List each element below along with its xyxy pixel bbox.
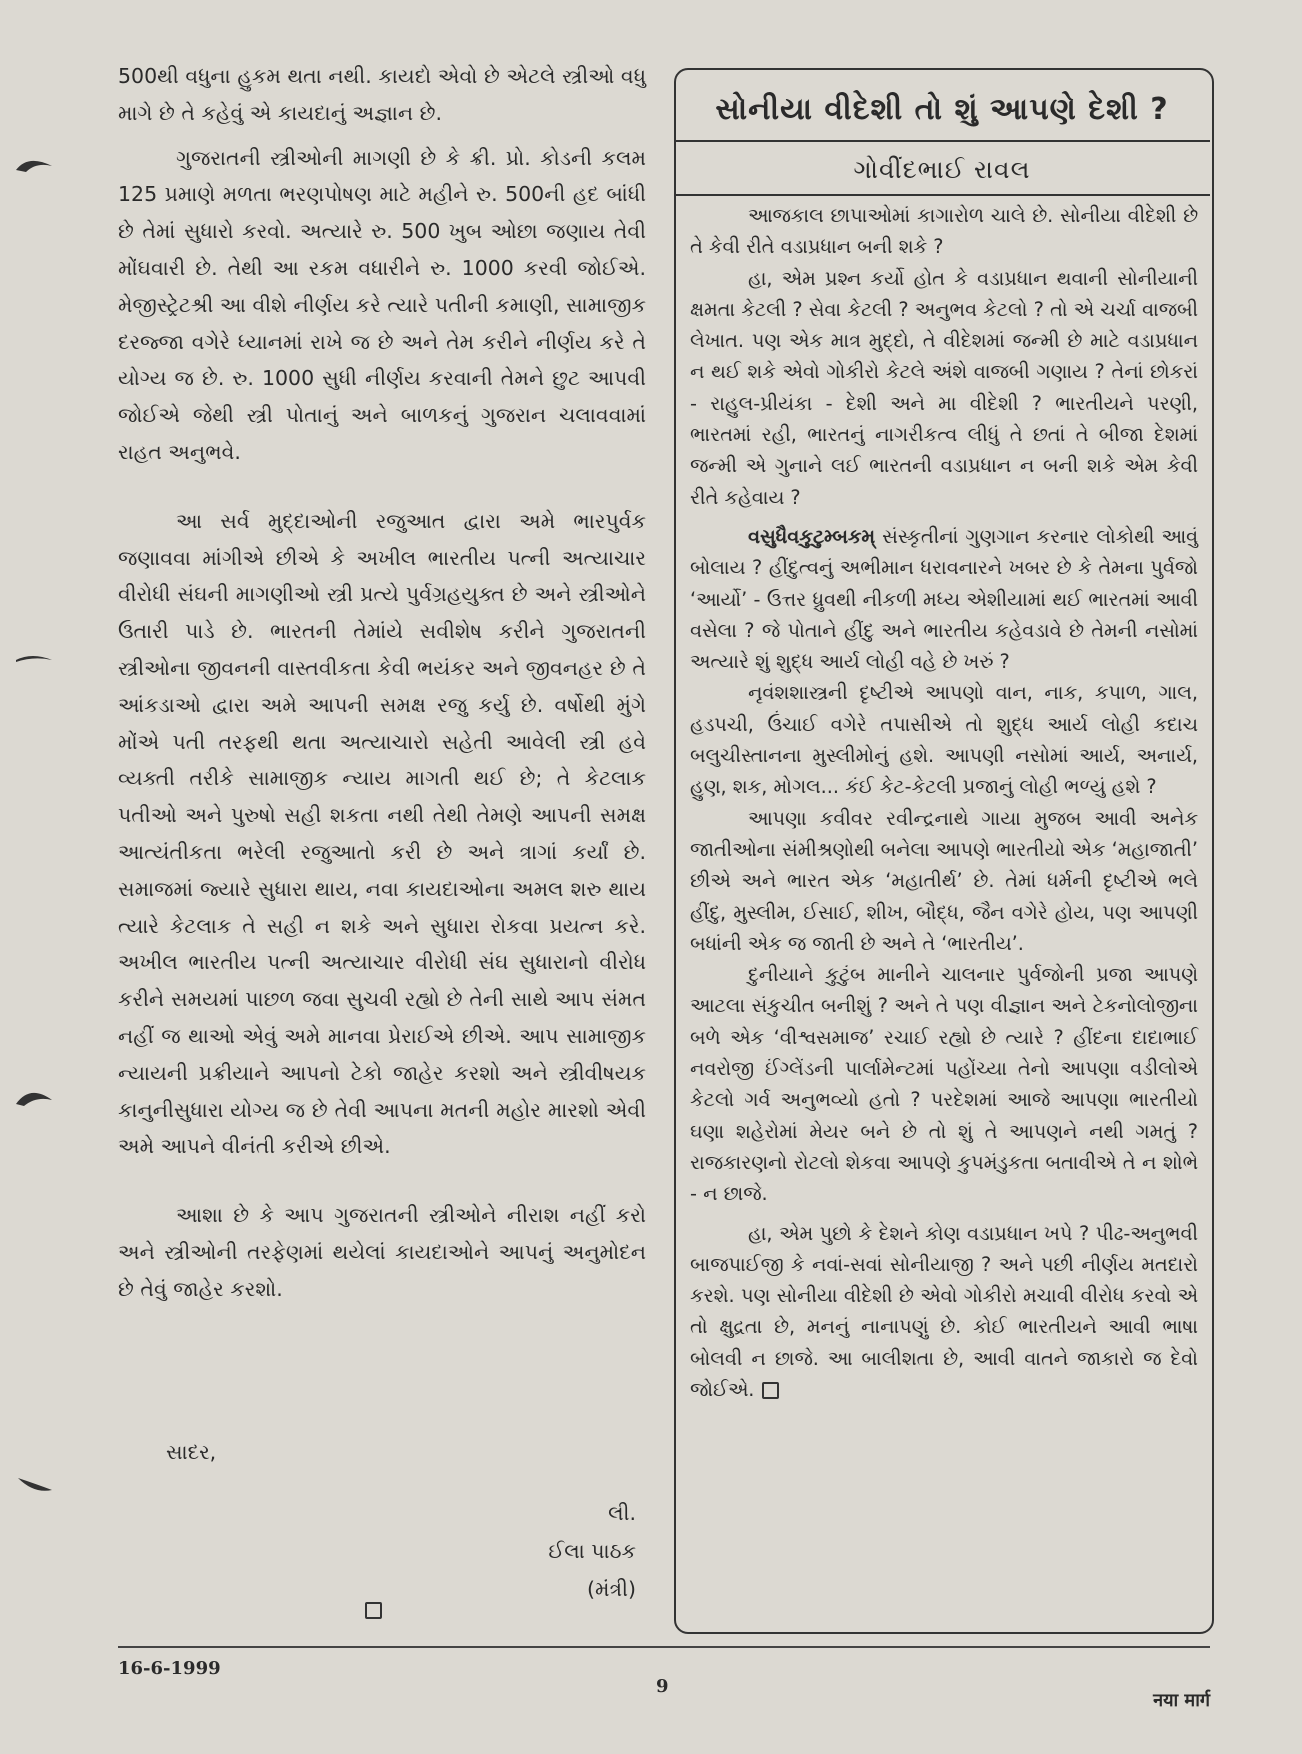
author-divider xyxy=(676,194,1210,196)
journal-name: नया मार्ग xyxy=(1153,1690,1210,1711)
article-paragraph-7-text: હા, એમ પુછો કે દેશને કોણ વડાપ્રધાન ખપે ? પીઢ-અનુભવી બાજપાઈજી કે નવાં-સવાં સોનીયાજી ? અને પછી નીર્ણય મતદારો કરશે. પણ સોનીયા વીદેશી છે એવો ગોકીરો મચાવી વીરોધ કરવો એ તો ક્ષુદ્રતા છે, મનનું નાનાપણું છે. કોઈ ભારતીયને આવી ભાષા બોલવી ન છાજે. આ બાલીશતા છે, આવી વાતને જાકારો જ દેવો જોઈએ. xyxy=(690,1221,1198,1401)
end-mark-icon xyxy=(762,1382,779,1399)
punch-hole-mark xyxy=(14,1084,54,1108)
salutation: સાદર, xyxy=(166,1440,217,1464)
signature-name: ઈલા પાઠક xyxy=(548,1539,636,1563)
article-paragraph-7 xyxy=(690,1218,1198,1406)
sanskrit-phrase: વસુધૈવકુટુમ્બકમ્ xyxy=(748,524,876,548)
article-paragraph-3-text: સંસ્કૃતીનાં ગુણગાન કરનાર લોકોથી આવું બોલાય ? હીંદુત્વનું અભીમાન ધરાવનારને ખબર છે કે તેમના પુર્વજો ‘આર્યો’ - ઉત્તર ધ્રુવથી નીકળી મધ્ય એશીયામાં થઈ ભારતમાં આવી વસેલા ? જે પોતાને હીંદુ અને ભારતીય કહેવડાવે છે તેમની નસોમાં અત્યારે શું શુદ્ધ આર્ય લોહી વહે છે ખરું ? xyxy=(690,524,1198,674)
signature-block xyxy=(548,1494,636,1608)
left-paragraph-4: આશા છે કે આપ ગુજરાતની સ્ત્રીઓને નીરાશ નહીં કરો અને સ્ત્રીઓની તરફેણમાં થયેલાં કાયદાઓને આપનું અનુમોદન છે તેવું જાહેર કરશો. xyxy=(118,1203,646,1301)
article-body xyxy=(690,200,1198,1405)
signature-li: લી. xyxy=(608,1501,636,1525)
article-paragraph-4: નૃવંશશાસ્ત્રની દૃષ્ટીએ આપણો વાન, નાક, કપાળ, ગાલ, હડપચી, ઉંચાઈ વગેરે તપાસીએ તો શુદ્ધ આર્ય લોહી કદાચ બલુચીસ્તાનના મુસ્લીમોનું હશે. આપણી નસોમાં આર્ય, અનાર્ય, હુણ, શક, મોગલ... કંઈ કેટ-કેટલી પ્રજાનું લોહી ભળ્યું હશે ? xyxy=(690,681,1198,799)
article-paragraph-1: આજકાલ છાપાઓમાં કાગારોળ ચાલે છે. સોનીયા વીદેશી છે તે કેવી રીતે વડાપ્રધાન બની શકે ? xyxy=(690,204,1198,259)
article-paragraph-6: દુનીયાને કુટુંબ માનીને ચાલનાર પુર્વજોની પ્રજા આપણે આટલા સંકુચીત બનીશું ? અને તે પણ વીજ્ઞાન અને ટેકનોલોજીના બળે એક ‘વીશ્વસમાજ’ રચાઈ રહ્યો છે ત્યારે ? હીંદના દાદાભાઈ નવરોજી ઈંગ્લેંડની પાર્લામેન્ટમાં પહોંચ્યા તેનો આપણા વડીલોએ કેટલો ગર્વ અનુભવ્યો હતો ? પરદેશમાં આજે આપણા ભારતીયો ઘણા શહેરોમાં મેયર બને છે તો શું તે આપણને નથી ગમતું ? રાજકારણનો રોટલો શેકવા આપણે કુપમંડુકતા બતાવીએ તે ન શોભે - ન છાજે. xyxy=(690,963,1198,1206)
punch-hole-mark xyxy=(14,1474,54,1498)
end-mark-icon xyxy=(365,1602,382,1619)
page-number: 9 xyxy=(656,1676,669,1697)
article-author: ગોવીંદભાઈ રાવલ xyxy=(853,155,1031,184)
left-paragraph-3: આ સર્વ મુદ્દાઓની રજુઆત દ્વારા અમે ભારપુર્વક જણાવવા માંગીએ છીએ કે અખીલ ભારતીય પત્ની અત્યાચાર વીરોધી સંઘની માગણીઓ સ્ત્રી પ્રત્યે પુર્વગ્રહયુક્ત છે અને સ્ત્રીઓને ઉતારી પાડે છે. ભારતની તેમાંયે સવીશેષ કરીને ગુજરાતની સ્ત્રીઓના જીવનની વાસ્તવીકતા કેવી ભયંકર અને જીવનહર છે તે આંકડાઓ દ્વારા અમે આપની સમક્ષ રજુ કર્યુ છે. વર્ષોથી મુંગે મોંએ પતી તરફથી થતા અત્યાચારો સહેતી આવેલી સ્ત્રી હવે વ્યક્તી તરીકે સામાજીક ન્યાય માગતી થઈ છે; તે કેટલાક પતીઓ અને પુરુષો સહી શકતા નથી તેથી તેમણે આપની સમક્ષ આત્યંતીકતા ભરેલી રજુઆતો કરી છે અને ત્રાગાં કર્યાં છે. સમાજમાં જ્યારે સુધારા થાય, નવા કાયદાઓના અમલ શરુ થાય ત્યારે કેટલાક તે સહી ન શકે અને સુધારા રોકવા પ્રયત્ન કરે. અખીલ ભારતીય પત્ની અત્યાચાર વીરોધી સંઘ સુધારાનો વીરોધ કરીને સમયમાં પાછળ જવા સુચવી રહ્યો છે તેની સાથે આપ સંમત નહીં જ થાઓ એવું અમે માનવા પ્રેરાઈએ છીએ. આપ સામાજીક ન્યાયની પ્રક્રીયાને આપનો ટેકો જાહેર કરશો અને સ્ત્રીવીષયક કાનુનીસુધારા યોગ્ય જ છે તેવી આપના મતની મહોર મારશો એવી અમે આપને વીનંતી કરીએ છીએ. xyxy=(118,508,646,1159)
left-paragraph-2: ગુજરાતની સ્ત્રીઓની માગણી છે કે ક્રી. પ્રો. કોડની કલમ 125 પ્રમાણે મળતા ભરણપોષણ માટે મહીને રુ. 500ની હદ બાંધી છે તેમાં સુધારો કરવો. અત્યારે રુ. 500 ખુબ ઓછા જણાય તેવી મોંઘવારી છે. તેથી આ રકમ વધારીને રુ. 1000 કરવી જોઈએ. મેજીસ્ટ્રેટશ્રી આ વીશે નીર્ણય કરે ત્યારે પતીની કમાણી, સામાજીક દરજ્જા વગેરે ધ્યાનમાં રાખે જ છે અને તેમ કરીને નીર્ણય કરે તે યોગ્ય જ છે. રુ. 1000 સુધી નીર્ણય કરવાની તેમને છુટ આપવી જોઈએ જેથી સ્ત્રી પોતાનું અને બાળકનું ગુજરાન ચલાવવામાં રાહત અનુભવે. xyxy=(118,145,646,464)
footer-divider xyxy=(118,1646,1210,1648)
article-paragraph-3 xyxy=(690,521,1198,677)
left-paragraph-1: 500થી વધુના હુકમ થતા નથી. કાયદો એવો છે એટલે સ્ત્રીઓ વધુ માગે છે તે કહેવું એ કાયદાનું અજ્ઞાન છે. xyxy=(118,64,646,125)
issue-date: 16-6-1999 xyxy=(118,1658,221,1679)
article-title: સોનીયા વીદેશી તો શું આપણે દેશી ? xyxy=(715,92,1169,127)
signature-role: (મંત્રી) xyxy=(587,1577,636,1601)
punch-hole-mark xyxy=(14,152,54,176)
article-paragraph-2: હા, એમ પ્રશ્ન કર્યો હોત કે વડાપ્રધાન થવાની સોનીયાની ક્ષમતા કેટલી ? સેવા કેટલી ? અનુભવ કેટલો ? તો એ ચર્ચા વાજબી લેખાત. પણ એક માત્ર મુદ્દો, તે વીદેશમાં જન્મી છે માટે વડાપ્રધાન ન થઈ શકે એવો ગોકીરો કેટલે અંશે વાજબી ગણાય ? તેનાં છોકરાં - રાહુલ-પ્રીયંકા - દેશી અને મા વીદેશી ? ભારતીયને પરણી, ભારતમાં રહી, ભારતનું નાગરીકત્વ લીધું તે છતાં તે બીજા દેશમાં જન્મી એ ગુનાને લઈ ભારતની વડાપ્રધાન ન બની શકે એમ કેવી રીતે કહેવાય ? xyxy=(690,266,1198,509)
article-paragraph-5: આપણા કવીવર રવીન્દ્રનાથે ગાયા મુજબ આવી અનેક જાતીઓના સંમીશ્રણોથી બનેલા આપણે ભારતીયો એક ‘મહાજાતી’ છીએ અને ભારત એક ‘મહાતીર્થ’ છે. તેમાં ધર્મની દૃષ્ટીએ ભલે હીંદુ, મુસ્લીમ, ઈસાઈ, શીખ, બૌદ્ધ, જૈન વગેરે હોય, પણ આપણી બધાંની એક જ જાતી છે અને તે ‘ભારતીય’. xyxy=(690,806,1198,955)
left-column xyxy=(118,58,646,1308)
punch-hole-mark xyxy=(14,648,54,672)
